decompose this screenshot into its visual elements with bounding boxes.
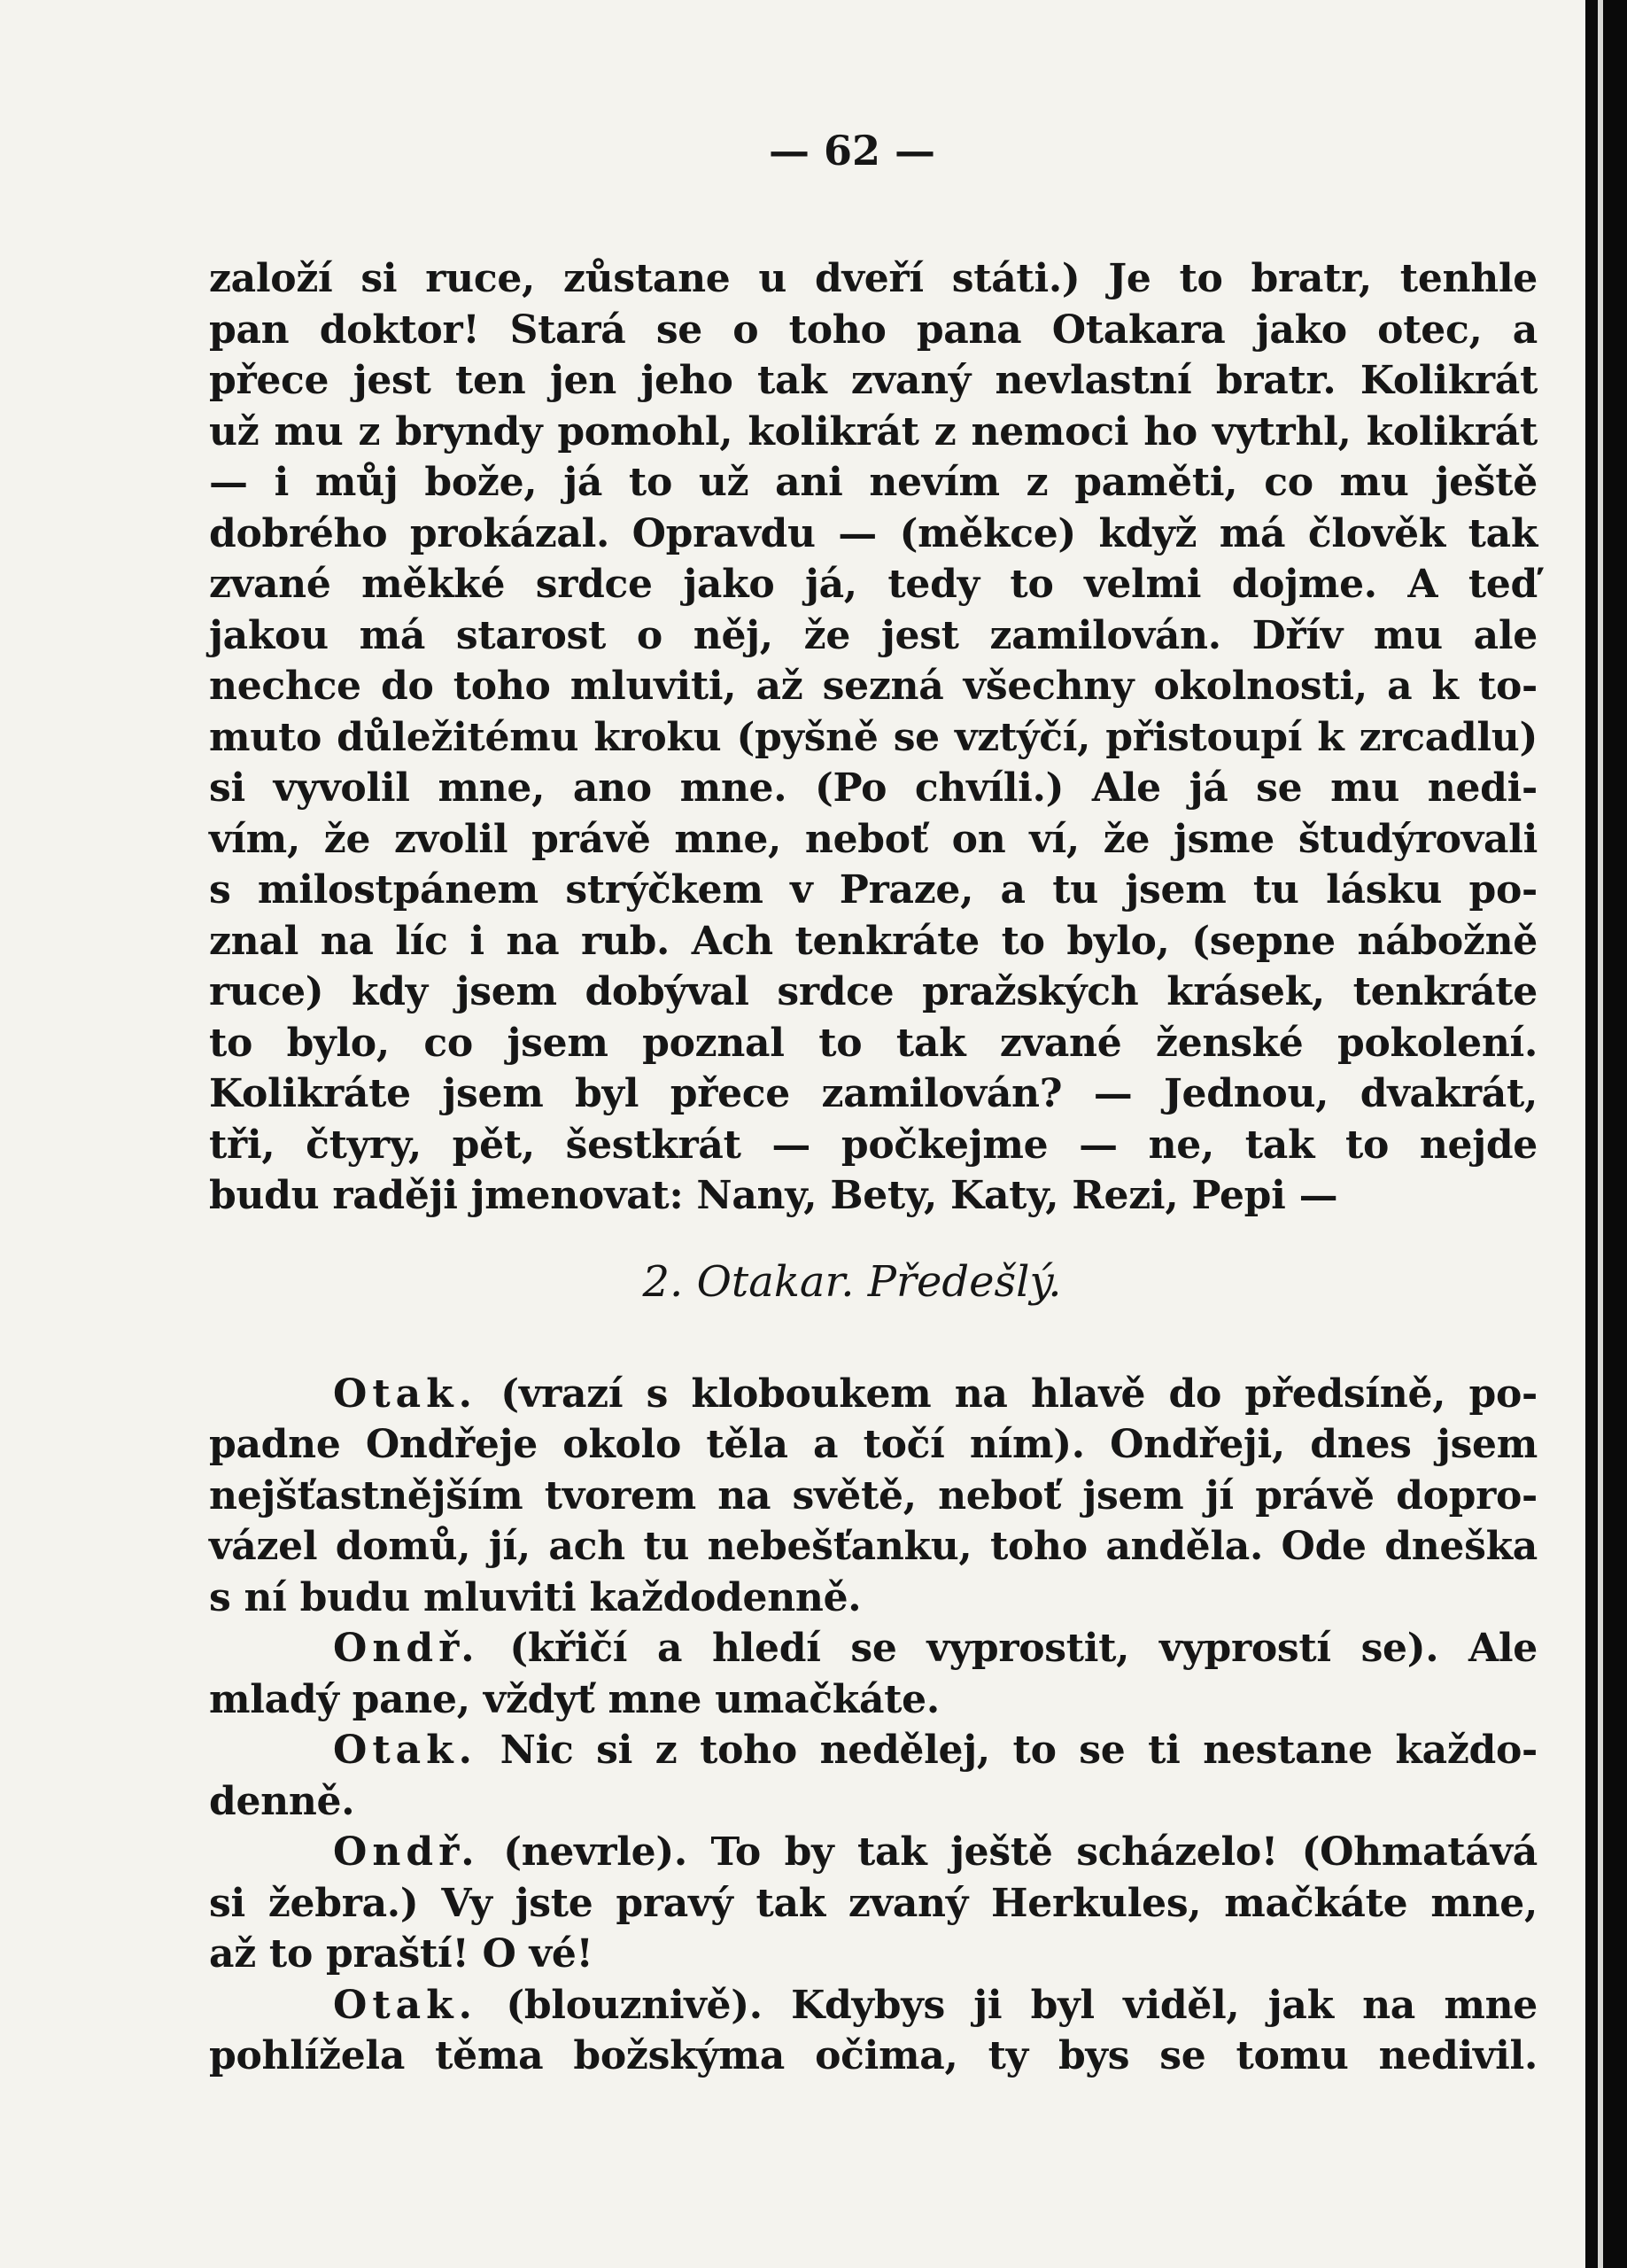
speech-ondrej-2 [209,1827,1538,1980]
speech-otakar-2 [209,1725,1538,1827]
text-line: ruce) kdy jsem dobýval srdce pražských krásek, tenkráte [209,969,1538,1014]
speaker-name: Otak. [333,1371,477,1417]
text-line: vím, že zvolil právě mne, neboť on ví, že jsme študýrovali [209,816,1538,862]
text-line: tři, čtyry, pět, šestkrát — počkejme — ne, tak to nejde [209,1122,1538,1168]
page-number: — 62 — [768,127,936,175]
text-line: nechce do toho mluviti, až sezná všechny okolnosti, a k to- [209,664,1538,709]
speech-first-line [209,1980,1538,2031]
text-line: zvané měkké srdce jako já, tedy to velmi dojme. A teď [209,562,1538,607]
text-line: to bylo, co jsem poznal to tak zvané ženské pokolení. [209,1020,1538,1066]
text-line: pohlížela těma božskýma očima, ty bys se tomu nedivil. [209,2033,1538,2078]
text-line: znal na líc i na rub. Ach tenkráte to bylo, (sepne nábožně [209,918,1538,964]
speech-first-line [209,1369,1538,1420]
text-line: založí si ruce, zůstane u dveří státi.) Je to bratr, tenhle [209,256,1538,301]
text-line: už mu z bryndy pomohl, kolikrát z nemoci ho vytrhl, kolikrát [209,408,1538,454]
scan-border [1585,0,1627,2268]
scan-edge-line [1598,0,1603,2268]
speech-first-line [209,1623,1538,1674]
text-line: mladý pane, vždyť mne umačkáte. [209,1676,940,1722]
text-line: přece jest ten jen jeho tak zvaný nevlastní bratr. Kolikrát [209,358,1538,403]
text-line: denně. [209,1778,355,1824]
speaker-name: Ondř. [333,1626,480,1671]
text-line: vázel domů, jí, ach tu nebešťanku, toho anděla. Ode dneška [209,1524,1538,1569]
speech-text: (křičí a hledí se vyprostit, vyprostí se). Ale [509,1626,1538,1671]
speech-first-line [209,1827,1538,1878]
text-line: až to praští! O vé! [209,1931,593,1977]
text-line: Kolikráte jsem byl přece zamilován? — Jednou, dvakrát, [209,1071,1538,1116]
speech-text: (blouznivě). Kdybys ji byl viděl, jak na mne [506,1982,1538,2028]
speaker-name: Otak. [333,1728,477,1773]
text-line: s ní budu mluviti každodenně. [209,1574,862,1620]
text-line: dobrého prokázal. Opravdu — (měkce) když má člověk tak [209,510,1538,556]
speech-text: (nevrle). To by tak ještě scházelo! (Ohmatává [503,1829,1538,1875]
text-line: s milostpánem strýčkem v Praze, a tu jsem tu lásku po- [209,867,1538,913]
text-line: muto důležitému kroku (pyšně se vztýčí, přistoupí k zrcadlu) [209,714,1538,760]
speech-otakar-1 [209,1369,1538,1624]
speech-first-line [209,1725,1538,1776]
speech-text: (vrazí s kloboukem na hlavě do předsíně, po- [500,1371,1538,1417]
scene-heading: 2. Otakar. Předešlý. [642,1256,1062,1307]
speaker-name: Ondř. [333,1829,480,1875]
speaker-name: Otak. [333,1982,477,2028]
text-line: si vyvolil mne, ano mne. (Po chvíli.) Ale já se mu nedi- [209,765,1538,811]
text-line: nejšťastnějším tvorem na světě, neboť jsem jí právě dopro- [209,1472,1538,1518]
speech-text: Nic si z toho nedělej, to se ti nestane každo- [500,1728,1538,1773]
text-line: — i můj bože, já to už ani nevím z paměti, co mu ještě [209,460,1538,505]
text-line: pan doktor! Stará se o toho pana Otakara jako otec, a [209,307,1538,353]
text-line: padne Ondřeje okolo těla a točí ním). Ondřeji, dnes jsem [209,1422,1538,1467]
speech-ondrej-1 [209,1623,1538,1725]
text-line: budu raději jmenovat: Nany, Bety, Katy, Rezi, Pepi — [209,1173,1338,1218]
page-content [209,124,1538,2082]
text-line: si žebra.) Vy jste pravý tak zvaný Herkules, mačkáte mne, [209,1880,1538,1926]
speech-otakar-3 [209,1980,1538,2082]
paragraph-monologue [209,253,1538,1222]
text-line: jakou má starost o něj, že jest zamilován. Dřív mu ale [209,612,1538,658]
